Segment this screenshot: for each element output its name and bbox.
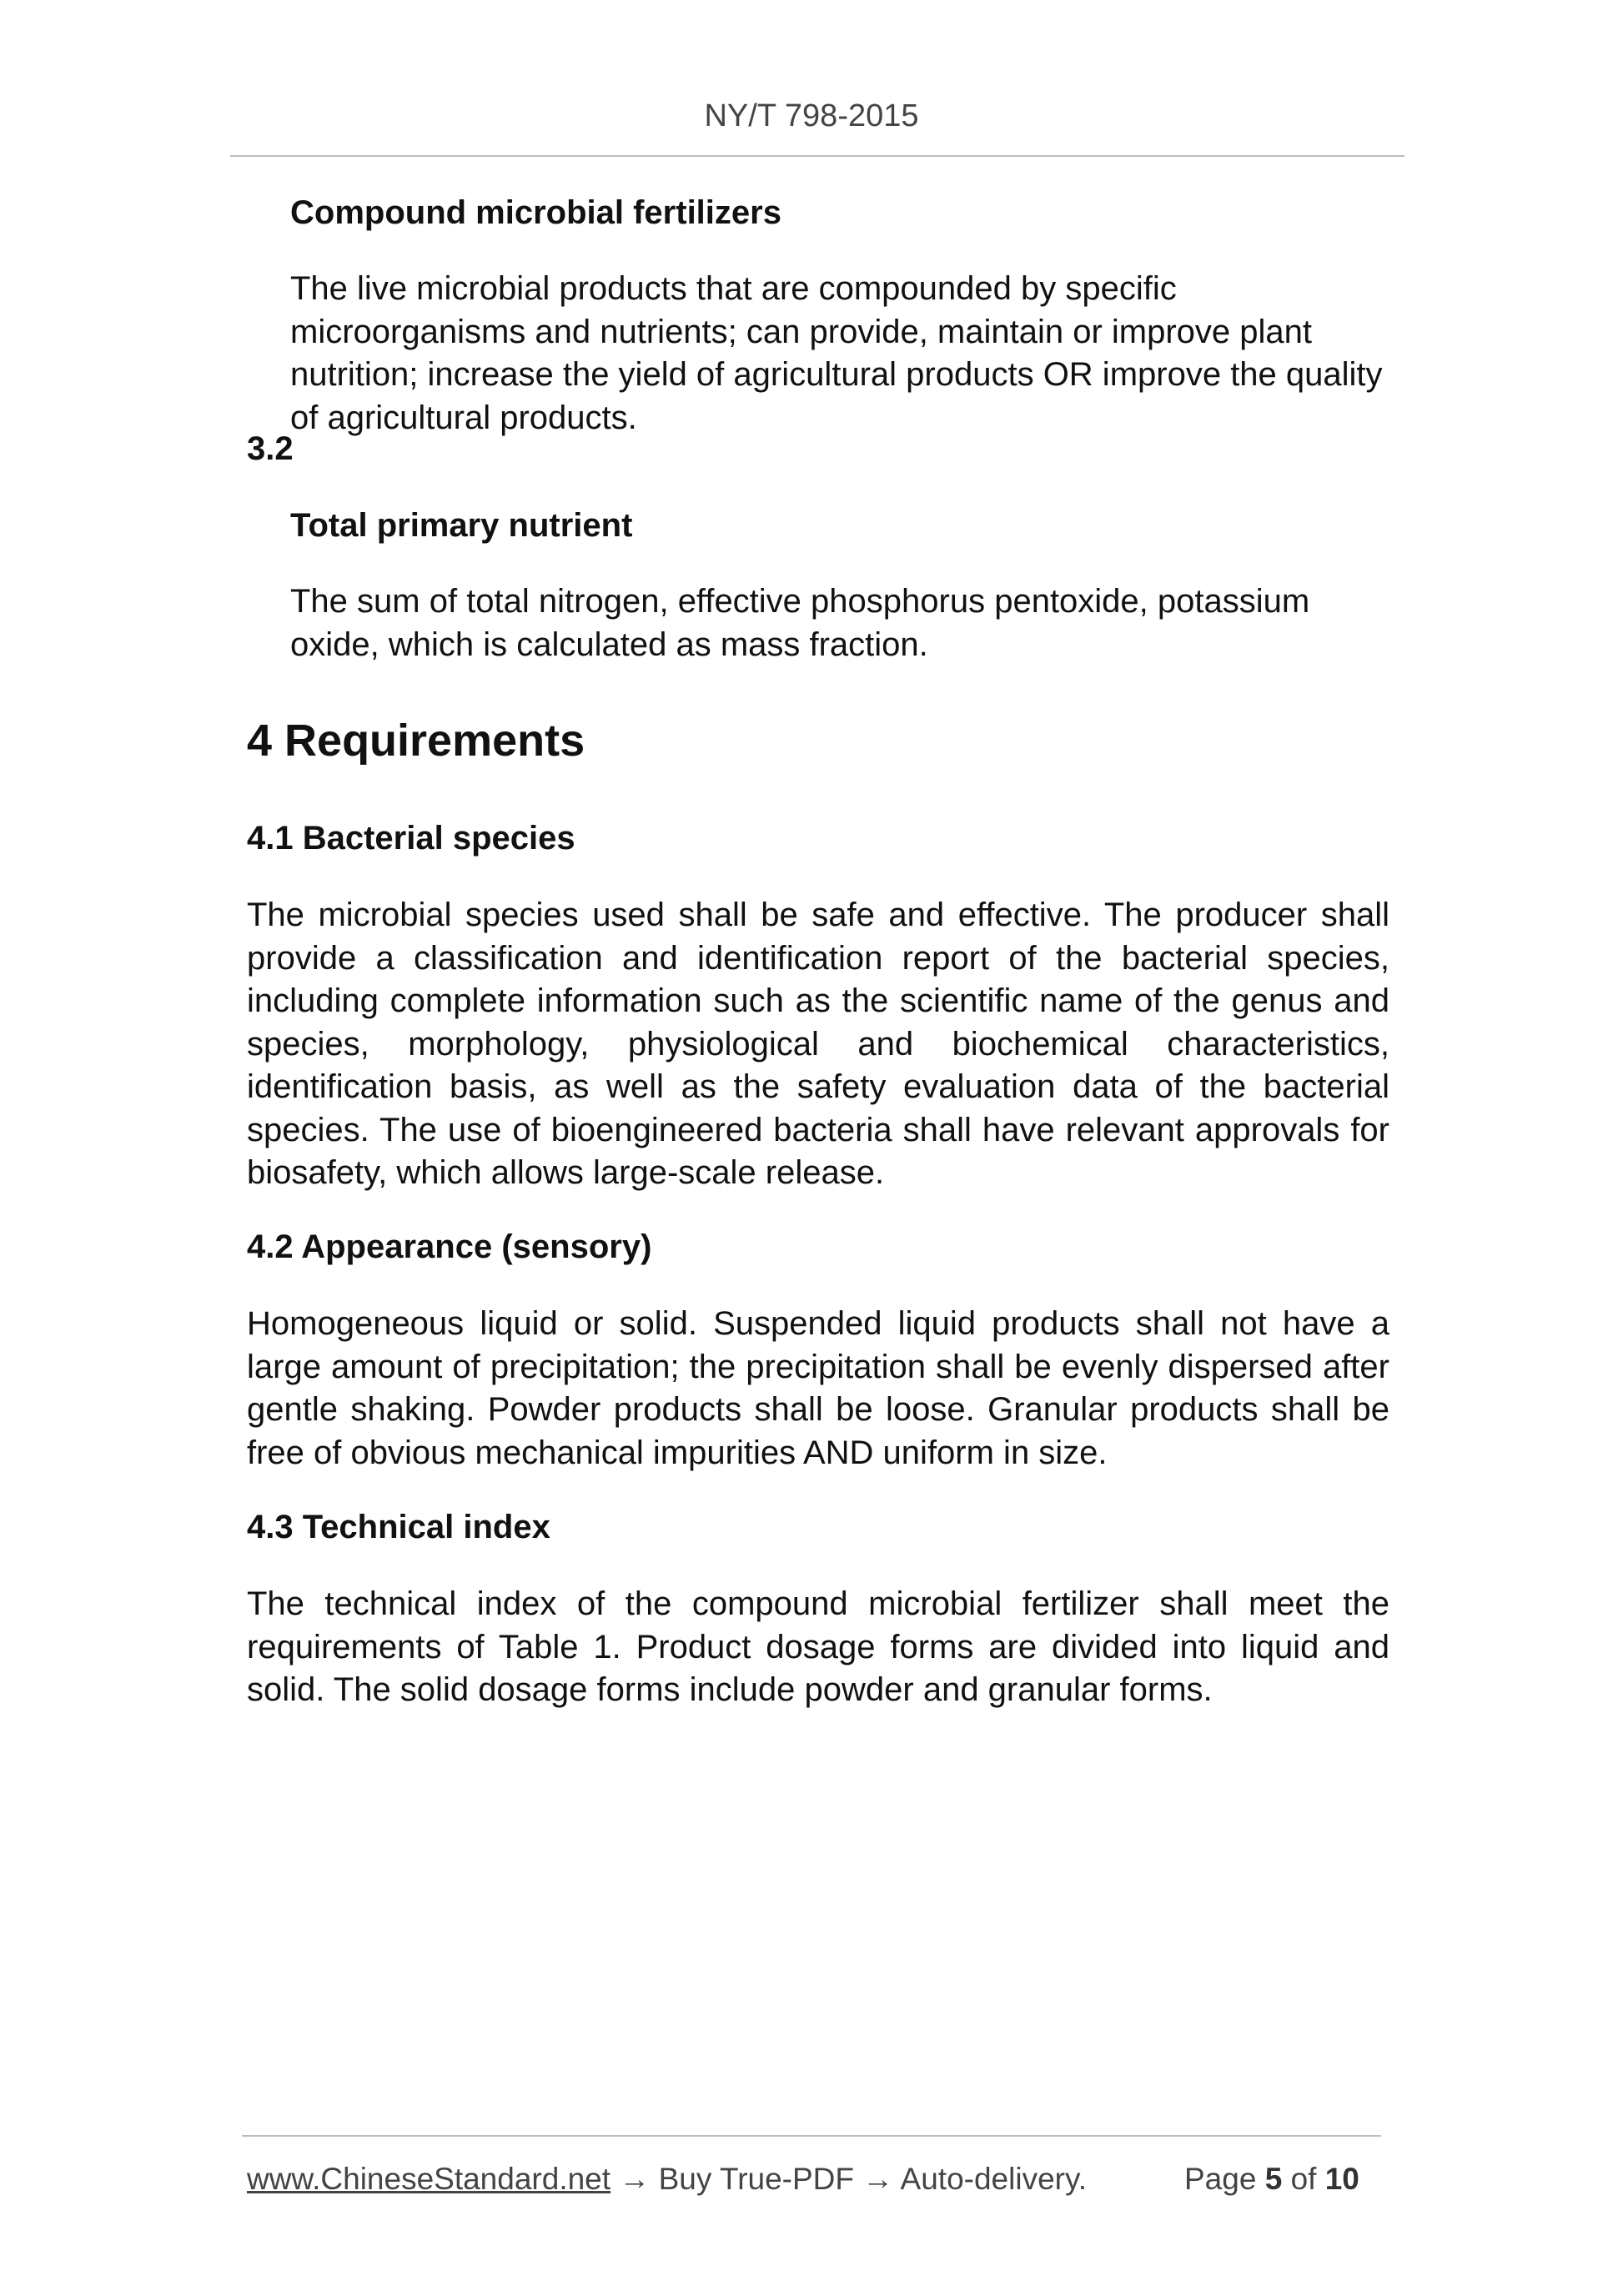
header-doc-id: NY/T 798-2015 (704, 98, 919, 133)
subsection-heading: 4.3 Technical index (247, 1509, 550, 1545)
arrow-right-icon: → (862, 2162, 894, 2196)
paragraph: The technical index of the compound microbial fertilizer shall meet the requirements of Table 1. Product dosage forms are divided into liquid and solid. The solid dosage forms include powder and granular forms. (247, 1585, 1389, 1708)
footer-divider (242, 2135, 1381, 2137)
term-number: 3.2 (247, 430, 294, 467)
page-label: Page (1184, 2162, 1257, 2196)
term-definition: The live microbial products that are compounded by specific microorganisms and nutrients; can provide, maintain or improve plant nutrition; increase the yield of agricultural products OR improve the quality of agricultural products. (290, 270, 1383, 436)
page-of: of (1290, 2162, 1317, 2196)
subsection-heading: 4.1 Bacterial species (247, 820, 575, 857)
arrow-right-icon: → (619, 2162, 651, 2196)
section-heading: 4 Requirements (247, 716, 585, 766)
header-divider (230, 155, 1404, 157)
subsection-heading: 4.2 Appearance (sensory) (247, 1228, 652, 1265)
footer-links (247, 2162, 1087, 2197)
paragraph: Homogeneous liquid or solid. Suspended liquid products shall not have a large amount of precipitation; the precipitation shall be evenly dispersed after gentle shaking. Powder products shall be loose. Granular products shall be free of obvious mechanical impurities AND uniform in size. (247, 1305, 1389, 1471)
term-definition: The sum of total nitrogen, effective phosphorus pentoxide, potassium oxide, which is calculated as mass fraction. (290, 583, 1310, 663)
delivery-text: Auto-delivery. (900, 2162, 1088, 2196)
buy-text: Buy True-PDF (658, 2162, 855, 2196)
page-indicator (1184, 2162, 1359, 2197)
paragraph: The microbial species used shall be safe and effective. The producer shall provide a classification and identification report of the bacterial species, including complete information such as the scientific name of the genus and species, morphology, physiological and biochemical characteristics, identification basis, as well as the safety evaluation data of the bacterial species. The use of bioengineered bacteria shall have relevant approvals for biosafety, which allows large-scale release. (247, 897, 1389, 1191)
page-current: 5 (1264, 2162, 1283, 2196)
term-title: Total primary nutrient (290, 507, 633, 544)
website-link[interactable]: www.ChineseStandard.net (247, 2162, 611, 2196)
term-title: Compound microbial fertilizers (290, 194, 781, 231)
page-total: 10 (1324, 2162, 1359, 2196)
